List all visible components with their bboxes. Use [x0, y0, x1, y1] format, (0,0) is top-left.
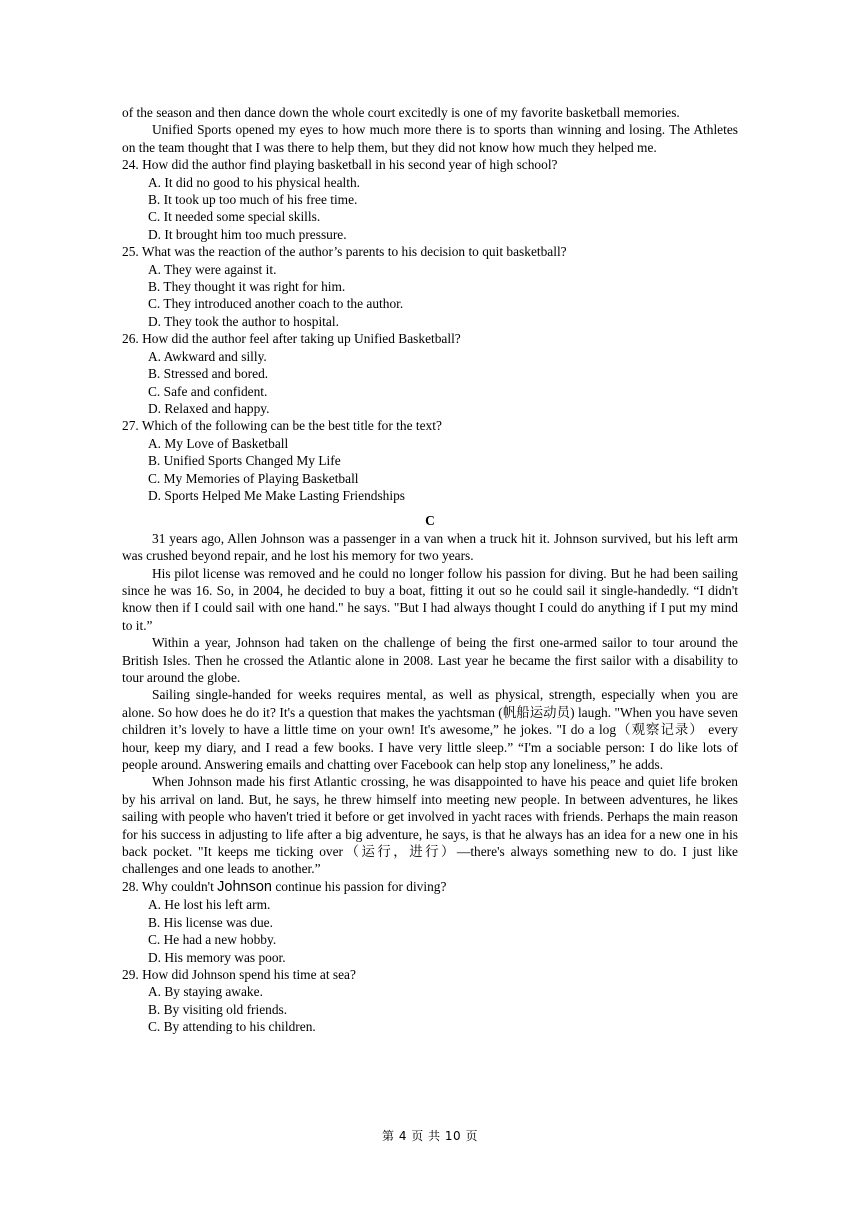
passage-c-paragraph: Within a year, Johnson had taken on the challenge of being the first one-armed sailor to tour around the British Isles. Then he crossed the Atlantic alone in 2008. Last year he became the first sailor with a disability to tour around the globe. [122, 635, 738, 685]
option: A. He lost his left arm. [148, 897, 271, 913]
option: B. His license was due. [148, 914, 273, 930]
option-list [148, 435, 738, 505]
passage-c-paragraph: 31 years ago, Allen Johnson was a passenger in a van when a truck hit it. Johnson survived, but his left arm was crushed beyond repair, and he lost his memory for two years. [122, 530, 738, 564]
passage-b-paragraph: Unified Sports opened my eyes to how much more there is to sports than winning and losing. The Athletes on the team thought that I was there to help them, but they did not know how much they helped me. [122, 122, 738, 155]
option-list [148, 174, 738, 244]
page-footer: 第 4 页 共 10 页 [382, 1129, 478, 1143]
question-25 [122, 243, 738, 330]
option-list [148, 896, 738, 966]
question-stem: 24. How did the author find playing basketball in his second year of high school? [122, 157, 558, 173]
option: A. By staying awake. [148, 984, 263, 1000]
question-27 [122, 417, 738, 504]
option: B. Unified Sports Changed My Life [148, 453, 341, 469]
option: D. Relaxed and happy. [148, 400, 270, 416]
option: D. They took the author to hospital. [148, 313, 339, 329]
page-content [122, 104, 738, 1036]
option: A. My Love of Basketball [148, 435, 289, 451]
option: C. Safe and confident. [148, 383, 268, 399]
option: B. It took up too much of his free time. [148, 192, 358, 208]
option: D. His memory was poor. [148, 949, 286, 965]
option: D. Sports Helped Me Make Lasting Friendships [148, 487, 405, 503]
question-stem: 26. How did the author feel after taking up Unified Basketball? [122, 331, 461, 347]
question-stem: 25. What was the reaction of the author’s parents to his decision to quit basketball? [122, 244, 567, 260]
passage-c-paragraph: When Johnson made his first Atlantic crossing, he was disappointed to have his peace and quiet life broken by his arrival on land. But, he says, he threw himself into meeting new people. In between adventures, he likes sailing with people who haven't tried it before or get involved in yacht races with friends. Perhaps the main reason for his success in adjusting to life after a big adventure, he says, is that he always has an idea for a new one in his back pocket. "It keeps me ticking over（运行，进行）—there's always something new to do. I just like challenges and one leads to another.” [122, 774, 738, 877]
question-29 [122, 966, 738, 1036]
question-stem [122, 878, 738, 896]
option: B. By visiting old friends. [148, 1001, 288, 1017]
option-list [148, 261, 738, 331]
option: C. They introduced another coach to the author. [148, 296, 404, 312]
section-c-heading: C [425, 513, 435, 529]
question-24 [122, 156, 738, 243]
passage-c-paragraph: His pilot license was removed and he could no longer follow his passion for diving. But he had been sailing since he was 16. So, in 2004, he decided to buy a boat, fitting it out so he could sail it single-handedly. “I didn't know then if I could sail with one hand." he says. "But I had always thought I could do anything if I put my mind to it.” [122, 565, 738, 633]
option: C. It needed some special skills. [148, 209, 321, 225]
option: D. It brought him too much pressure. [148, 226, 347, 242]
option-list [148, 983, 738, 1035]
option: C. By attending to his children. [148, 1019, 316, 1035]
option: B. Stressed and bored. [148, 366, 269, 382]
option: C. My Memories of Playing Basketball [148, 470, 359, 486]
option: A. They were against it. [148, 261, 277, 277]
option: B. They thought it was right for him. [148, 279, 346, 295]
option: A. Awkward and silly. [148, 348, 267, 364]
question-28 [122, 878, 738, 966]
option: C. He had a new hobby. [148, 932, 277, 948]
passage-c-paragraph: Sailing single-handed for weeks requires mental, as well as physical, strength, especially when you are alone. So how does he do it? It's a question that makes the yachtsman (帆船运动员) laugh. "When you have seven children it’s lovely to have a little time on your own! It's awesome,” he jokes. "I do a log（观察记录） every hour, keep my diary, and I read a few books. I have very little sleep.” “I'm a sociable person: I do like lots of people around. Answering emails and chatting over Facebook can help stop any loneliness,” he adds. [122, 687, 738, 773]
option: A. It did no good to his physical health. [148, 174, 360, 190]
question-26 [122, 330, 738, 417]
option-list [148, 348, 738, 418]
stem-name: Johnson [217, 878, 272, 895]
passage-b-paragraph: of the season and then dance down the whole court excitedly is one of my favorite basketball memories. [122, 105, 680, 120]
question-stem: 29. How did Johnson spend his time at sea? [122, 966, 356, 982]
stem-text: 28. Why couldn't [122, 878, 218, 894]
question-stem: 27. Which of the following can be the best title for the text? [122, 418, 442, 434]
stem-text: continue his passion for diving? [271, 878, 447, 894]
